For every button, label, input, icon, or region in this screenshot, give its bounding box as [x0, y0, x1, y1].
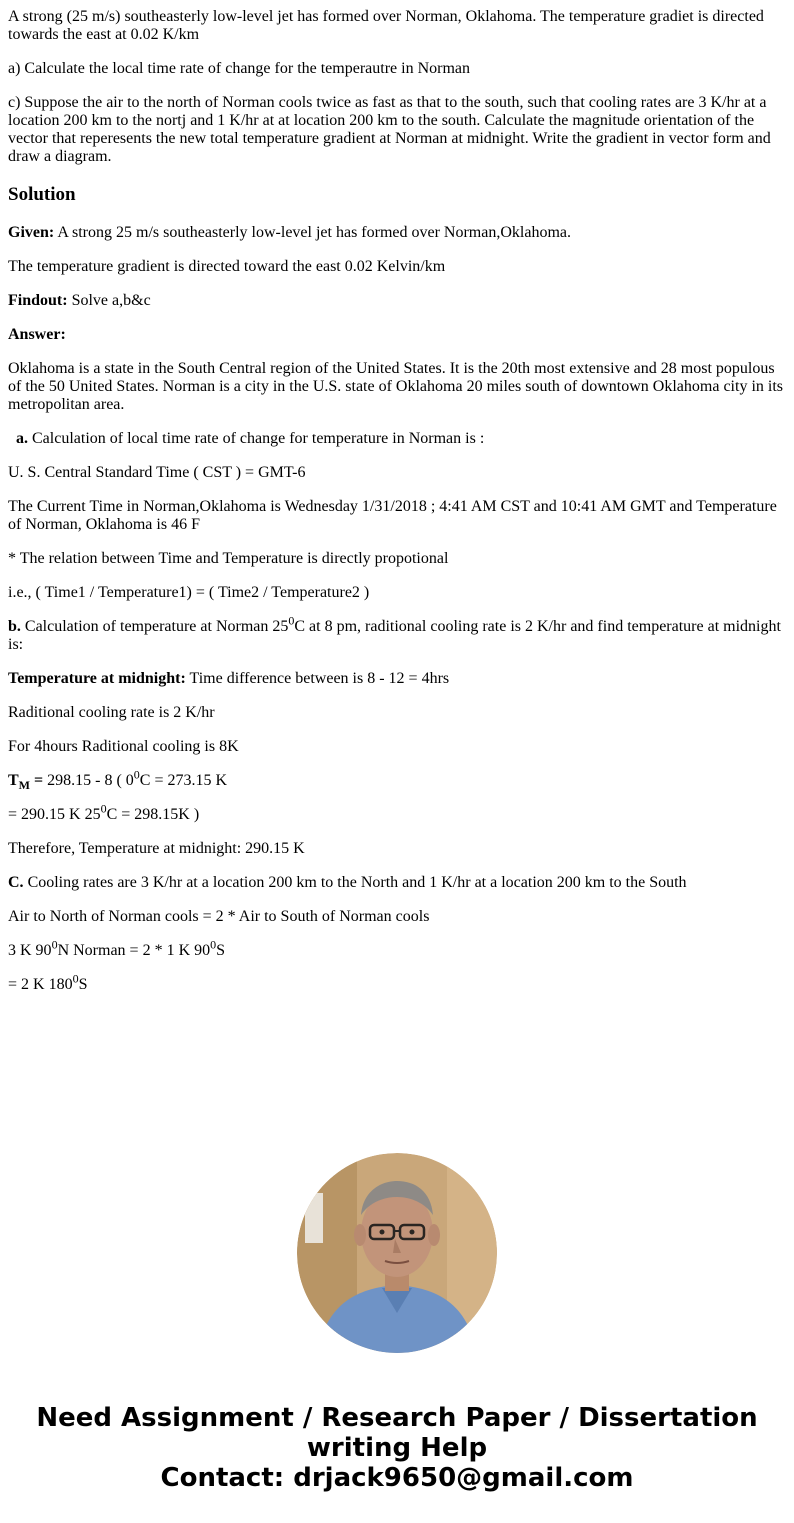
part-b-label: b. — [8, 618, 21, 635]
footer-contact: Contact: drjack9650@gmail.com — [160, 1463, 634, 1493]
author-portrait-image — [297, 1153, 497, 1353]
final-text-2: S — [78, 976, 88, 993]
question-part-a: a) Calculate the local time rate of change for the temperautre in Norman — [8, 60, 471, 77]
relation-line: * The relation between Time and Temperature is directly propotional — [8, 550, 449, 567]
cst-line: U. S. Central Standard Time ( CST ) = GMT-6 — [8, 464, 306, 481]
part-b-text-1: Calculation of temperature at Norman 25 — [20, 618, 289, 635]
promo-footer — [0, 1403, 794, 1493]
therefore-line: Therefore, Temperature at midnight: 290.15 K — [8, 840, 305, 857]
given-text: A strong 25 m/s southeasterly low-level jet has formed over Norman,Oklahoma. — [54, 224, 571, 241]
author-avatar — [297, 1153, 497, 1353]
degree-sup: 0 — [51, 937, 58, 952]
tm-equation — [8, 767, 786, 793]
part-a-label: a. — [16, 430, 28, 447]
solution-heading: Solution — [8, 184, 76, 205]
rate-line: Raditional cooling rate is 2 K/hr — [8, 704, 215, 721]
part-c-text: Cooling rates are 3 K/hr at a location 200 km to the North and 1 K/hr at a location 200 km to the South — [23, 874, 687, 891]
final-text-1: = 2 K 180 — [8, 976, 73, 993]
oklahoma-paragraph: Oklahoma is a state in the South Central region of the United States. It is the 20th most extensive and 28 most populous of the 50 United States. Norman is a city in the U.S. state of Oklahoma 20 miles south of downtown Oklahoma city in its metropolitan area. — [8, 360, 783, 413]
degree-sup: 0 — [210, 937, 217, 952]
part-a-paragraph — [8, 430, 786, 448]
eq2-text-2: C = 298.15K ) — [106, 806, 200, 823]
eq2-text-1: = 290.15 K 25 — [8, 806, 101, 823]
given-paragraph — [8, 224, 786, 242]
given-label: Given: — [8, 224, 55, 241]
answer-label: Answer: — [8, 326, 66, 343]
degree-sup: 0 — [133, 767, 140, 782]
tm-label — [8, 772, 44, 793]
tm-equals: = — [30, 772, 44, 789]
midnight-text: Time difference between is 8 - 12 = 4hrs — [185, 670, 450, 687]
tm-text-1: 298.15 - 8 ( 0 — [43, 772, 134, 789]
equation-2 — [8, 801, 786, 824]
degree-sup: 0 — [100, 801, 107, 816]
final-equation — [8, 971, 786, 994]
ns-text-2: N Norman = 2 * 1 K 90 — [57, 942, 211, 959]
footer-line-1: Need Assignment / Research Paper / Dissertation — [36, 1403, 758, 1433]
findout-label: Findout: — [8, 292, 68, 309]
midnight-paragraph — [8, 670, 786, 688]
part-c-label: C. — [8, 874, 24, 891]
ns-text-1: 3 K 90 — [8, 942, 52, 959]
north-south-equation — [8, 937, 786, 960]
tm-text-2: C = 273.15 K — [139, 772, 228, 789]
part-b-paragraph — [8, 613, 786, 654]
degree-sup: 0 — [72, 971, 79, 986]
part-b-text-2: C at 8 pm, raditional cooling rate is 2 K/hr and find temperature at midnight is: — [8, 618, 781, 653]
footer-line-2: writing Help — [306, 1433, 488, 1463]
document-body — [8, 8, 786, 1010]
degree-sup: 0 — [288, 613, 295, 628]
question-intro: A strong (25 m/s) southeasterly low-level jet has formed over Norman, Oklahoma. The temperature gradiet is directed towards the east at 0.02 K/km — [8, 8, 764, 43]
ie-line: i.e., ( Time1 / Temperature1) = ( Time2 / Temperature2 ) — [8, 584, 370, 601]
midnight-label: Temperature at midnight: — [8, 670, 186, 687]
findout-paragraph — [8, 292, 786, 310]
current-time-paragraph: The Current Time in Norman,Oklahoma is Wednesday 1/31/2018 ; 4:41 AM CST and 10:41 AM GMT and Temperature of Norman, Oklahoma is 46 F — [8, 498, 777, 533]
cools-line: Air to North of Norman cools = 2 * Air to South of Norman cools — [8, 908, 430, 925]
answer-label-paragraph — [8, 326, 786, 344]
part-c-paragraph — [8, 874, 786, 892]
part-a-text: Calculation of local time rate of change for temperature in Norman is : — [28, 430, 485, 447]
question-part-c: c) Suppose the air to the north of Norman cools twice as fast as that to the south, such that cooling rates are 3 K/hr at a location 200 km to the nortj and 1 K/hr at at location 200 km to the south. Calculate the magnitude orientation of the vector that reperesents the new total temperature gradient at Norman at midnight. Write the gradient in vector form and draw a diagram. — [8, 94, 771, 165]
ns-text-3: S — [216, 942, 226, 959]
findout-text: Solve a,b&c — [67, 292, 151, 309]
tm-subscript: M — [18, 778, 30, 793]
tm-symbol: T — [8, 772, 19, 789]
gradient-line: The temperature gradient is directed toward the east 0.02 Kelvin/km — [8, 258, 446, 275]
four-hours-line: For 4hours Raditional cooling is 8K — [8, 738, 239, 755]
